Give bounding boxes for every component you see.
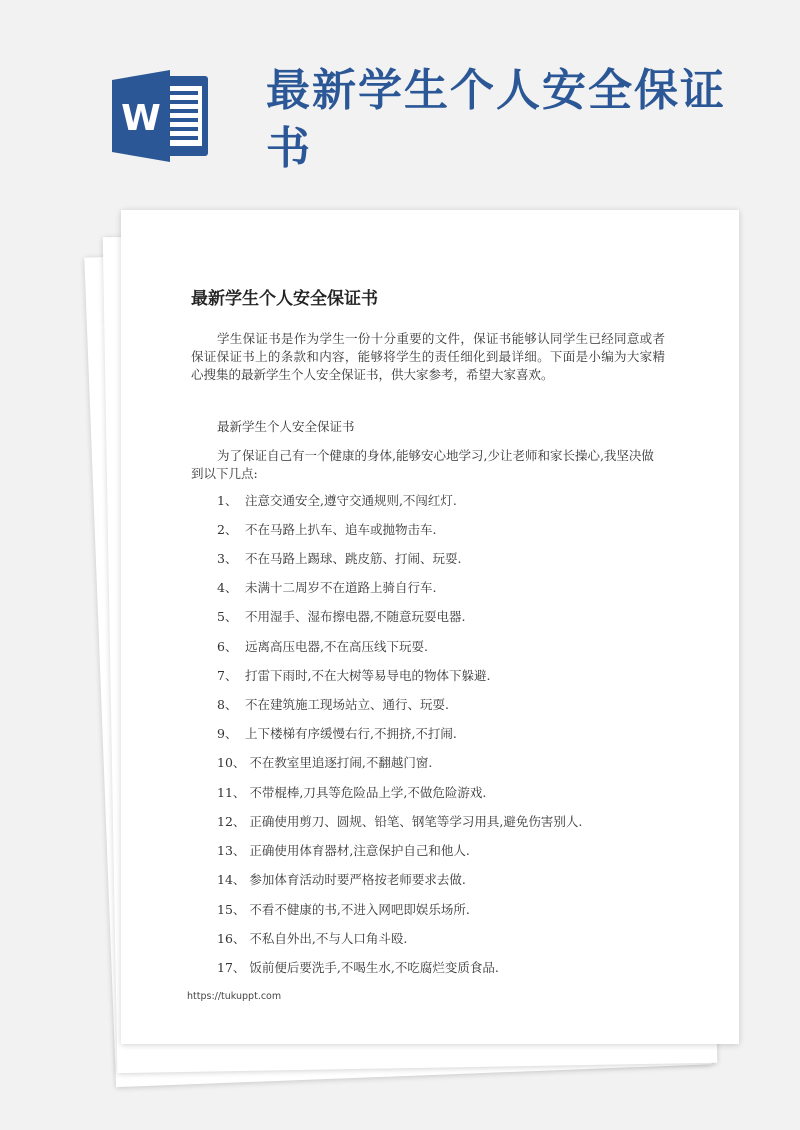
- list-item-text: 不在马路上踢球、跳皮筋、打闹、玩耍.: [244, 551, 462, 566]
- list-item-number: 15、: [217, 902, 246, 917]
- list-item-number: 8、: [217, 697, 238, 712]
- list-item-number: 3、: [217, 551, 238, 566]
- list-item-text: 不在建筑施工现场站立、通行、玩耍.: [244, 697, 449, 712]
- list-item-number: 4、: [217, 580, 238, 595]
- list-item-number: 16、: [217, 931, 246, 946]
- lead-paragraph: 为了保证自己有一个健康的身体,能够安心地学习,少让老师和家长操心,我坚决做到以下几点:: [191, 448, 654, 481]
- list-item-text: 不看不健康的书,不进入网吧即娱乐场所.: [249, 902, 470, 917]
- list-item: [217, 666, 677, 684]
- document-title: 最新学生个人安全保证书: [191, 289, 378, 309]
- list-item-number: 6、: [217, 639, 238, 654]
- list-item-text: 不在马路上扒车、追车或抛物击车.: [244, 522, 437, 537]
- svg-text:W: W: [121, 98, 161, 139]
- list-item-text: 打雷下雨时,不在大树等易导电的物体下躲避.: [244, 668, 491, 683]
- list-item-number: 2、: [217, 522, 238, 537]
- list-item-text: 正确使用剪刀、圆规、铅笔、钢笔等学习用具,避免伤害别人.: [249, 814, 583, 829]
- list-item: [217, 783, 677, 801]
- list-item-text: 不私自外出,不与人口角斗殴.: [249, 931, 408, 946]
- list-item-text: 正确使用体育器材,注意保护自己和他人.: [249, 843, 470, 858]
- list-item: [217, 491, 677, 509]
- list-item: [217, 841, 677, 859]
- document-subtitle: 最新学生个人安全保证书: [217, 419, 355, 434]
- list-item: [217, 958, 677, 976]
- list-item-text: 远离高压电器,不在高压线下玩耍.: [244, 639, 428, 654]
- list-item: [217, 929, 677, 947]
- list-item-number: 17、: [217, 960, 246, 975]
- list-item-text: 注意交通安全,遵守交通规则,不闯红灯.: [244, 493, 457, 508]
- intro-paragraph: 学生保证书是作为学生一份十分重要的文件，保证书能够认同学生已经同意或者保证保证书上的条款和内容，能够将学生的责任细化到最详细。下面是小编为大家精心搜集的最新学生个人安全保证书，供大家参考，希望大家喜欢。: [191, 331, 665, 382]
- list-item-number: 1、: [217, 493, 238, 508]
- header-title: 最新学生个人安全保证书: [266, 65, 726, 174]
- list-item-number: 12、: [217, 814, 246, 829]
- footer-url: https://tukuppt.com: [187, 991, 282, 1002]
- list-item: [217, 724, 677, 742]
- list-item: [217, 578, 677, 596]
- word-document-icon: [112, 70, 212, 162]
- list-item-text: 不用湿手、湿布擦电器,不随意玩耍电器.: [244, 609, 466, 624]
- list-item: [217, 520, 677, 538]
- list-item-number: 5、: [217, 609, 238, 624]
- list-item: [217, 637, 677, 655]
- list-item-number: 11、: [217, 785, 246, 800]
- list-item-text: 上下楼梯有序缓慢右行,不拥挤,不打闹.: [244, 726, 457, 741]
- list-item: [217, 870, 677, 888]
- list-item-text: 未满十二周岁不在道路上骑自行车.: [244, 580, 437, 595]
- list-item: [217, 900, 677, 918]
- list-item: [217, 753, 677, 771]
- list-item-text: 饭前便后要洗手,不喝生水,不吃腐烂变质食品.: [249, 960, 499, 975]
- document-page: [121, 210, 739, 1044]
- list-item-text: 不在教室里追逐打闹,不翻越门窗.: [249, 755, 433, 770]
- list-item-number: 9、: [217, 726, 238, 741]
- list-item: [217, 695, 677, 713]
- list-item-number: 10、: [217, 755, 246, 770]
- list-item-text: 不带棍棒,刀具等危险品上学,不做危险游戏.: [249, 785, 487, 800]
- list-item-number: 13、: [217, 843, 246, 858]
- list-item: [217, 549, 677, 567]
- list-item-number: 7、: [217, 668, 238, 683]
- list-item-text: 参加体育活动时要严格按老师要求去做.: [249, 872, 466, 887]
- list-item-number: 14、: [217, 872, 246, 887]
- list-item: [217, 812, 677, 830]
- list-item: [217, 607, 677, 625]
